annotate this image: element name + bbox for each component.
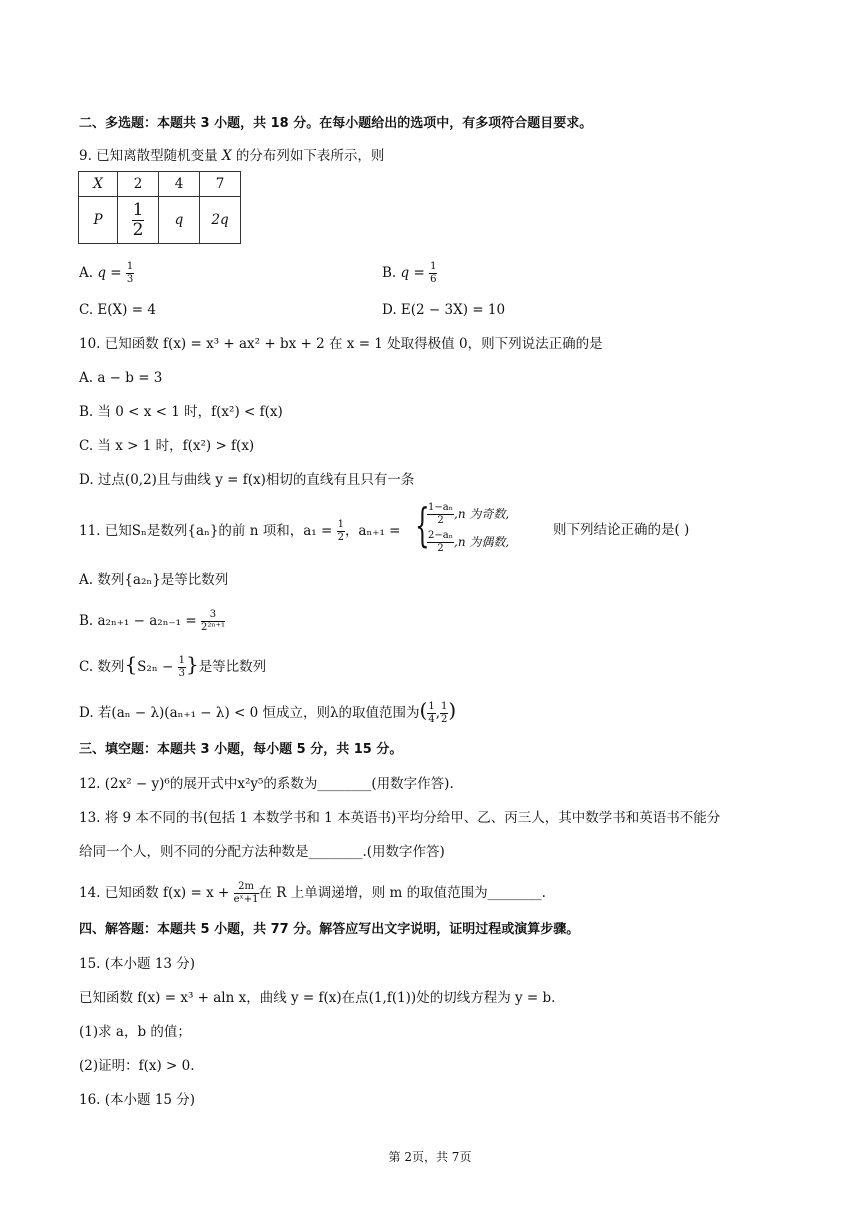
- q11-stem: 11. 已知Sₙ是数列{aₙ}的前 n 项和，a₁ = $\frac{1}{2}$ ，aₙ₊₁ =: [79, 519, 401, 543]
- q9-stem-b: 的分布列如下表所示，则: [231, 148, 385, 164]
- q11-option-b: B. a₂ₙ₊₁ − a₂ₙ₋₁ = $\frac{3}{\text{2²ⁿ⁺¹}}$: [79, 609, 225, 633]
- q11-option-c: C. 数列{S₂ₙ − $\frac{1}{3}$ }是等比数列: [79, 652, 267, 679]
- q11-case-odd: $\frac{\text{1−aₙ}}{2}$ ,n 为奇数,: [428, 502, 510, 526]
- table-cell: 7: [200, 172, 241, 197]
- q9-option-c: C. E(X) = 4: [79, 302, 156, 318]
- table-cell: 4: [159, 172, 200, 197]
- q14-text: 14. 已知函数 f(x) = x + $\frac{2m}{\text{eˣ+1}}$ 在 R 上单调递增，则 m 的取值范围为________.: [79, 881, 546, 905]
- q13-line1: 13. 将 9 本不同的书(包括 1 本数学书和 1 本英语书)平均分给甲、乙、丙三人，其中数学书和英语书不能分: [79, 810, 721, 826]
- q9-stem-var: X: [221, 148, 232, 164]
- table-cell-fraction: $\frac{1}{2}$: [118, 197, 159, 244]
- table-row: [79, 172, 241, 197]
- q10-stem: 10. 已知函数 f(x) = x³ + ax² + bx + 2 在 x = 1 处取得极值 0，则下列说法正确的是: [79, 336, 603, 352]
- q9-stem-a: 9. 已知离散型随机变量: [79, 148, 222, 164]
- table-cell: P: [79, 197, 118, 244]
- q9-option-a: A. q = $\frac{1}{3}$: [79, 261, 134, 285]
- q11-case-even: $\frac{\text{2−aₙ}}{2}$ ,n 为偶数,: [428, 530, 510, 554]
- q16-title: 16. (本小题 15 分): [79, 1092, 196, 1108]
- q9-option-b: B. q = $\frac{1}{6}$: [382, 261, 437, 285]
- q15-part2: (2)证明：f(x) > 0.: [79, 1058, 195, 1074]
- page-footer: 第 2页，共 7页: [388, 1150, 472, 1164]
- distribution-table: [78, 171, 241, 244]
- table-cell: 2: [118, 172, 159, 197]
- piecewise-brace: {: [415, 498, 430, 552]
- section2-header: 二、多选题：本题共 3 小题，共 18 分。在每小题给出的选项中，有多项符合题目要求。: [79, 116, 593, 131]
- section4-header: 四、解答题：本题共 5 小题，共 77 分。解答应写出文字说明，证明过程或演算步骤。: [79, 922, 580, 937]
- q10-option-b: B. 当 0 < x < 1 时，f(x²) < f(x): [79, 404, 283, 420]
- q11-option-a: A. 数列{a₂ₙ}是等比数列: [79, 572, 229, 588]
- q11-stem-tail: 则下列结论正确的是( ): [553, 522, 690, 538]
- table-cell: X: [79, 172, 118, 197]
- table-cell: q: [159, 197, 200, 244]
- q9-option-d: D. E(2 − 3X) = 10: [382, 302, 506, 318]
- q12-text: 12. (2x² − y)⁶的展开式中x²y⁵的系数为________(用数字作答).: [79, 776, 454, 792]
- q10-option-d: D. 过点(0,2)且与曲线 y = f(x)相切的直线有且只有一条: [79, 472, 415, 488]
- q10-option-c: C. 当 x > 1 时，f(x²) > f(x): [79, 438, 255, 454]
- q15-part1: (1)求 a，b 的值；: [79, 1024, 191, 1040]
- q9-stem: [79, 146, 384, 166]
- section3-header: 三、填空题：本题共 3 小题，每小题 5 分，共 15 分。: [79, 742, 403, 757]
- q13-line2: 给同一个人，则不同的分配方法种数是________.(用数字作答): [79, 844, 445, 860]
- q15-stem: 已知函数 f(x) = x³ + aln x，曲线 y = f(x)在点(1,f(1))处的切线方程为 y = b.: [79, 990, 556, 1006]
- table-row: [79, 197, 241, 244]
- q10-option-a: A. a − b = 3: [79, 370, 163, 386]
- q11-option-d: D. 若(aₙ − λ)(aₙ₊₁ − λ) < 0 恒成立，则λ的取值范围为( $\frac{1}{4}$ , $\frac{1}{2}$ ): [79, 698, 457, 725]
- table-cell: 2q: [200, 197, 241, 244]
- q15-title: 15. (本小题 13 分): [79, 956, 196, 972]
